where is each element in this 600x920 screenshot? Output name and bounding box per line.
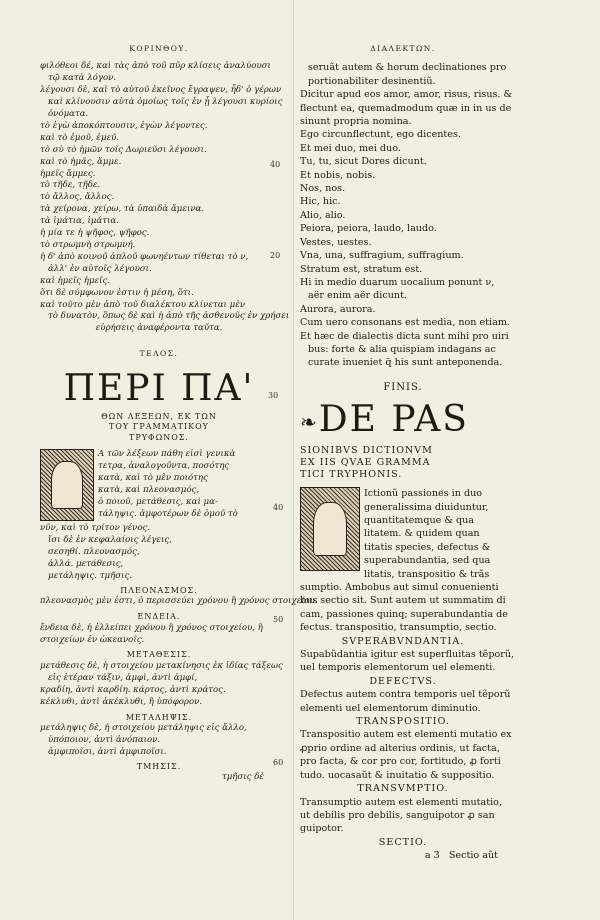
margin-number: 30: [268, 391, 279, 400]
text-line: Stratum est, stratum est.: [300, 263, 423, 275]
subtitle-line: ΤΟΥ ΓΡΑΜΜΑΤΙΚΟΥ: [109, 422, 209, 432]
woodcut-initial-image: [300, 487, 360, 571]
text-line: Vestes, uestes.: [300, 236, 372, 248]
text-line: τὸ δυνατὸν, ὅπως δὲ καὶ ἡ ἀπὸ τῆς ἀσθενοῦς ἐν χρήσει: [48, 311, 290, 322]
text-line: κατὰ, καὶ τὸ μὲν ποιότης: [98, 472, 208, 483]
catchword: τμῆσις δὲ: [221, 772, 264, 783]
subtitle-line: ΤΡΥΦΩΝΟΣ.: [129, 432, 189, 442]
text-line: Et mei duo, mei duo.: [300, 142, 401, 154]
text-line: uel temporis elementorum uel elementi.: [300, 662, 496, 674]
text-line: Cum uero consonans est media, non etiam.: [300, 317, 510, 329]
text-line: curate inueniet q̃ his sunt anteponenda.: [308, 357, 503, 369]
text-line: tudo. uocasaũt & inuitatio & suppositio.: [300, 769, 495, 781]
text-line: titatis species, defectus &: [364, 541, 491, 553]
text-line: τῷ κατὰ λόγον.: [48, 73, 117, 84]
running-head: ΔΙΑΛΕΚΤΩΝ.: [370, 44, 436, 53]
text-line: generalissima diuiduntur,: [364, 501, 489, 513]
text-line: κατὰ, καὶ πλεονασμός,: [98, 484, 200, 495]
text-line: flectunt ea, quemadmodum quæ in in us de: [300, 102, 512, 114]
text-line: ꝓprio ordine ad alterius ordinis, ut facta,: [300, 742, 500, 754]
text-line: litatem. & quidem quan: [364, 528, 480, 540]
text-line: Transumptio autem est elementi mutatio,: [300, 796, 503, 808]
signature-catchword: [300, 849, 506, 862]
text-line: bus: forte & alia quispiam indagans ac: [308, 343, 496, 355]
margin-number: 50: [273, 615, 284, 624]
woodcut-initial-image: [40, 449, 94, 521]
text-line: Nos, nos.: [300, 183, 346, 195]
text-line: φιλόθεοι δέ, καὶ τὰς ἀπὸ τοῦ πῦρ κλίσεις ἀναλύουσι: [40, 61, 271, 72]
text-line: τὸ σὺ τὸ ἡμῶν τοῖς Δωριεῦσι λέγουσι.: [40, 144, 207, 155]
text-line: μετάθεσις δὲ, ἡ στοιχείου μετακίνησις ἐκ ἰδίας τάξεως: [40, 660, 283, 671]
text-line: quantitatemque & qua: [364, 514, 475, 526]
text-line: Supabũdantia igitur est superfluitas tẽporũ,: [300, 649, 515, 661]
text-line: τὸ τῆδε, τῇδε.: [40, 180, 101, 191]
section-heading: ΕΝΔΕΙΑ.: [137, 612, 181, 622]
section-heading: ΜΕΤΑΘΕΣΙΣ.: [126, 650, 192, 660]
text-line: Ictionũ passiones in duo: [364, 488, 483, 500]
text-line: superabundantia, sed qua: [364, 555, 491, 567]
text-line: Transpositio autem est elementi mutatio ex: [300, 729, 512, 741]
text-line: εἰς ἑτέραν τάξιν, ἀμφὶ, ἀντὶ ἀμφί,: [48, 672, 198, 683]
text-line: ὑπόποιον, ἀντὶ ἀνόπαιον.: [48, 734, 161, 745]
greek-big-title: ΠΕΡΙ ΠΑ': [63, 367, 255, 409]
text-line: Alio, alio.: [300, 209, 346, 221]
latin-dropcap-paragraph: [300, 487, 506, 634]
greek-subtitle: [40, 412, 278, 444]
text-line: σεσηθί. πλεονασμός,: [48, 546, 140, 557]
text-line: sinunt propria nomina.: [300, 116, 412, 128]
text-line: Α τῶν λέξεων πάθη εἰσὶ γενικὰ: [98, 449, 236, 460]
signature-mark: a 3: [424, 850, 440, 862]
section-heading: ΤΜΗΣΙΣ.: [136, 761, 182, 771]
text-line: sumptio. Ambobus aut simul conuenienti: [300, 582, 499, 593]
text-line: Vna, una, suffragium, suffragium.: [300, 250, 464, 262]
section-heading: TRANSPOSITIO.: [356, 716, 450, 728]
paragraph: ἔνδεια δὲ, ἡ ἐλλείπει χρόνου ἢ χρόνος στοιχείου, ἢ στοιχείων ἐν ὠκεανοῖς.: [40, 622, 263, 645]
text-line: ὅτι δὲ σύμφωνον ἐστιν ἡ μέση, ὅτι.: [40, 287, 194, 298]
text-line: guipotor.: [300, 823, 344, 835]
text-line: καὶ τοῦτο μὲν ἀπὸ τοῦ διαλέκτου κλίνεται μὲν: [40, 299, 246, 310]
text-line: Hic, hic.: [300, 196, 341, 208]
text-line: τὰ ἱμάτια, ἱμάτια.: [40, 216, 119, 227]
section-heading: ΠΛΕΟΝΑΣΜΟΣ.: [120, 585, 198, 595]
subtitle-line: SIONIBVS DICTIONVM: [300, 445, 433, 457]
finis-label: FINIS.: [383, 381, 423, 393]
latin-top-text: [300, 61, 513, 369]
margin-number: 20: [270, 251, 281, 260]
text-line: Dicitur apud eos amor, amor, risus, risus. &: [300, 89, 513, 101]
text-line: Hi in medio duarum uocalium ponunt ν,: [300, 276, 495, 288]
latin-big-title: ❧DE PAS: [300, 399, 469, 441]
latin-column: [300, 42, 515, 863]
text-line: Peiora, peiora, laudo, laudo.: [300, 223, 437, 235]
text-line: τάληψις. ἀμφοτέρων δὲ ὁμοῦ τὸ: [98, 508, 238, 519]
text-line: κραδίη, ἀντὶ καρδίη. κάρτος, ἀντὶ κράτος.: [40, 684, 226, 695]
subtitle-line: ΘΩΝ ΛΕΞΕΩΝ, ΕΚ ΤΩΝ: [101, 411, 217, 421]
text-line: ut debilis pro debilis, sanguipotor ꝓ san: [300, 809, 495, 821]
text-line: Et hæc de dialectis dicta sunt mihi pro uiri: [300, 330, 509, 342]
text-line: ἀλλά. μετάθεσις,: [48, 558, 124, 569]
text-line: aër enim aër dicunt.: [308, 290, 407, 302]
text-line: elementi uel elementorum diminutio.: [300, 702, 481, 714]
section-heading: SECTIO.: [378, 836, 428, 848]
text-line: ἡ δ' ἀπὸ κοινοῦ ἁπλοῦ φωνηέντων τίθεται τὸ ν,: [40, 251, 249, 262]
text-line: καὶ ἡμεῖς ἡμεῖς.: [40, 275, 111, 286]
text-line: ὁ ποιοῦ, μετάθεσις, καὶ μα-: [98, 496, 218, 507]
text-line: τετρα, ἀναλογοῦντα, ποσότης: [98, 461, 230, 472]
subtitle-line: EX IIS QVAE GRAMMA: [300, 457, 431, 469]
ornament-icon: ❧: [300, 410, 319, 435]
text-line: νῦν, καὶ τὸ τρίτον γένος.: [40, 523, 151, 534]
section-heading: SVPERABVNDANTIA.: [341, 635, 465, 647]
telos-label: ΤΕΛΟΣ.: [139, 349, 179, 359]
margin-number: 40: [273, 503, 284, 512]
column-divider: [293, 0, 294, 920]
section-heading: TRANSVMPTIO.: [357, 783, 449, 795]
catchword: Sectio aũt: [448, 850, 498, 862]
text-line: seruãt autem & horum declinationes pro: [308, 62, 507, 74]
text-line: εὑρήσεις ἀναφέροντα ταῦτα.: [95, 323, 223, 334]
text-line: καὶ τὸ ἡμᾶς, ἄμμε.: [40, 156, 122, 167]
text-line: litatis, transpositio & trãs: [364, 568, 490, 580]
text-line: Aurora, aurora.: [300, 303, 376, 315]
text-line: ἡ μία τε ἡ ψῆφος, ψῆφος.: [40, 228, 150, 239]
text-line: Defectus autem contra temporis uel tẽporũ: [300, 689, 511, 701]
text-line: Et nobis, nobis.: [300, 169, 376, 181]
text-line: Tu, tu, sicut Dores dicunt.: [300, 156, 427, 168]
text-line: Ego circunflectunt, ego dicentes.: [300, 129, 461, 141]
text-line: τὸ ἄλλος, ἄλλος.: [40, 192, 115, 203]
text-line: λέγουσι δὲ, καὶ τὸ αὐτοῦ ἐκεῖνος ἔγραψεν, ἦδ' ὁ γέρων: [40, 85, 282, 96]
text-line: τὰ χείρονα, χείρω, τὰ ὑπαιδὰ ἄμεινα.: [40, 204, 205, 215]
text-line: ἀμφιποῖσι, ἀντὶ ἀμφιποῖσι.: [48, 746, 167, 757]
greek-dropcap-paragraph: [40, 449, 278, 583]
greek-top-text: [40, 61, 290, 335]
text-line: fectus. transpositio, transumptio, sectio.: [300, 622, 497, 634]
text-line: cam, passiones quinq; superabundantia de: [300, 608, 508, 620]
running-head: ΚΟΡΙΝΘΟΥ.: [129, 44, 189, 53]
text-line: ὀνόματα.: [48, 109, 89, 120]
text-line: καὶ τὸ ἐμοῦ, ἐμεῦ.: [40, 132, 120, 143]
latin-subtitle: [300, 445, 506, 481]
section-heading: DEFECTVS.: [369, 675, 437, 687]
text-line: μετάληψις δὲ, ἡ στοιχείου μετάληψις εἰς ἄλλο,: [40, 723, 247, 734]
section-heading: ΜΕΤΑΛΗΨΙΣ.: [125, 712, 193, 722]
text-line: pro facta, & cor pro cor, fortitudo, ꝓ forti: [300, 756, 501, 768]
text-line: τὸ ἐγὼ ἀποκόπτουσιν, ἐγὼν λέγοντες.: [40, 120, 208, 131]
text-line: ἡμεῖς ἄμμες.: [40, 168, 96, 179]
text-line: ἴσι δὲ ἐν κεφαλαίοις λέγεις,: [48, 535, 172, 546]
text-line: τὸ στρωμνὴ στρωμνή.: [40, 240, 136, 250]
text-line: καὶ κλίνουσιν αὐτὰ ὁμοίως τοῖς ἐν ᾗ λέγουσι κυρίοις: [48, 97, 283, 108]
text-line: μετάληψις. τμῆσις.: [48, 570, 133, 581]
paragraph: πλεονασμὸς μὲν ἐστι, ὁ περισσεύει χρόνου ἢ χρόνος στοιχείου.: [40, 596, 318, 607]
margin-number: 60: [273, 758, 284, 767]
text-line: portionabiliter desinentiũ.: [308, 75, 436, 87]
subtitle-line: TICI TRYPHONIS.: [300, 469, 403, 481]
text-line: bus sectio sit. Sunt autem ut summatim di: [300, 595, 506, 607]
margin-number: 40: [270, 160, 281, 169]
text-line: κέκλυθι, ἀντὶ ἀκέκλυθι, ἢ ὑπόφορον.: [40, 696, 203, 707]
text-line: ἀλλ' ἐν αὐτοῖς λέγουσι.: [48, 263, 152, 274]
